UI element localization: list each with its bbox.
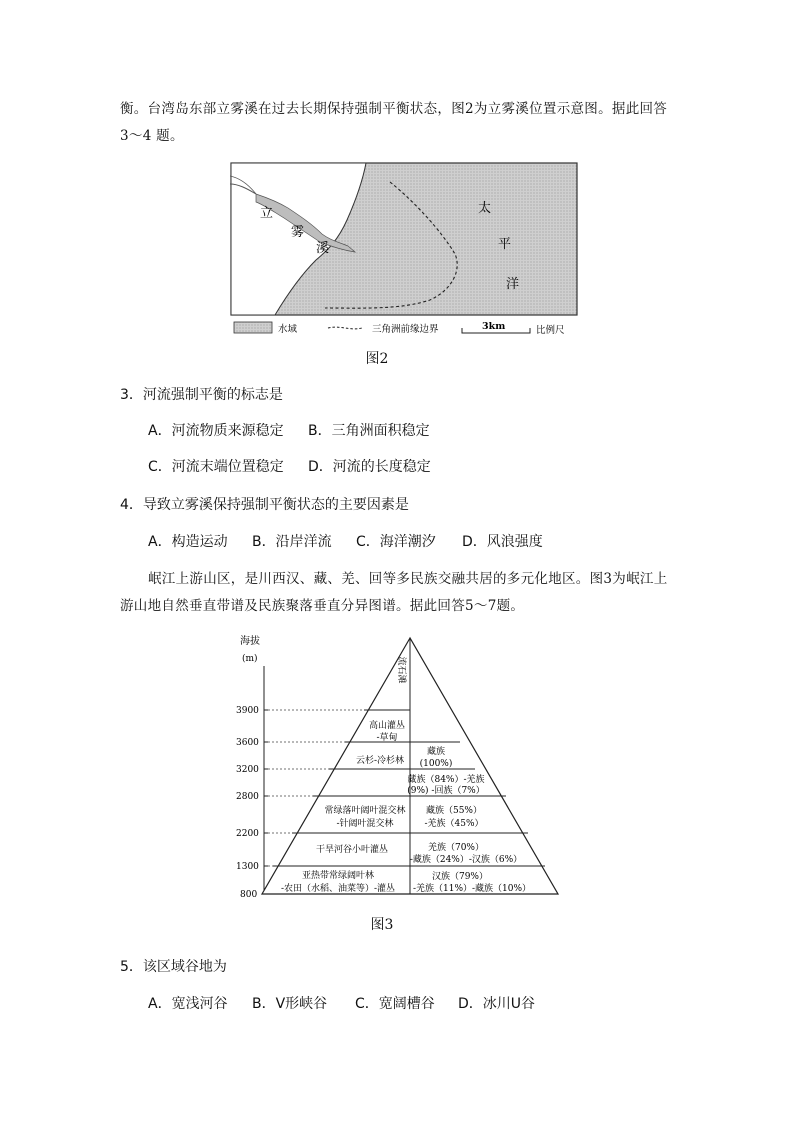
svg-text:3900: 3900 [236,706,259,716]
tick-2800 [236,792,268,802]
q4-option-c: C．海洋潮汐 [356,534,436,550]
ethnic-label-5a: 汉族（79%） [431,872,489,882]
legend-scale-value: 3km [482,321,506,332]
q3-option-b: B．三角洲面积稳定 [308,423,430,439]
ethnic-label-1b: (100%) [419,759,453,769]
legend-delta-swatch [328,327,362,329]
veg-shrub-label-2: -草甸 [376,733,398,743]
svg-text:1300: 1300 [236,862,259,872]
q3-option-d: D．河流的长度稳定 [308,459,431,475]
legend-scale-label: 比例尺 [536,325,565,336]
tick-3900 [236,706,268,716]
ethnic-label-1a: 藏族 [426,747,446,757]
sea-label-3: 洋 [506,277,520,292]
q4-option-b: B．沿岸洋流 [252,534,332,550]
q5-option-a: A．宽浅河谷 [148,996,228,1012]
veg-dry-label: 干旱河谷小叶灌丛 [315,845,389,855]
q3-option-a: A．河流物质来源稳定 [148,423,284,439]
tick-3600 [236,738,268,748]
tick-3200 [236,765,268,775]
ethnic-label-4b: -藏族（24%）-汉族（6%） [409,855,523,865]
legend-water-label: 水域 [278,324,298,335]
svg-text:3600: 3600 [236,738,259,748]
legend-delta-label: 三角洲前缘边界 [372,324,439,335]
ethnic-label-3a: 藏族（55%） [425,806,483,816]
veg-mixed-label-1: 常绿落叶阔叶混交林 [324,806,406,816]
veg-low-label-2: -农田（水稻、油菜等）-灌丛 [280,884,396,894]
axis-label-altitude: 海拔 [240,636,260,647]
figure-3-caption: 图3 [370,917,394,933]
axis-label-unit: (m) [242,654,258,664]
legend-water-swatch [234,322,272,333]
tick-1300 [236,862,268,872]
veg-spruce-label: 云杉-冷杉林 [355,756,405,766]
q5-stem: 5．该区域谷地为 [120,959,227,975]
tick-2200 [236,829,268,839]
ethnic-label-2a: 藏族（84%）-羌族 [407,775,485,785]
veg-mixed-label-2: -针阔叶混交林 [336,819,394,829]
q3-stem: 3．河流强制平衡的标志是 [120,387,283,403]
veg-top-label: 流石滩 [396,656,406,684]
ethnic-label-5b: -羌族（11%）-藏族（10%） [412,884,532,894]
q5-option-d: D．冰川U谷 [458,996,536,1012]
svg-text:2800: 2800 [236,792,259,802]
sea-label-1: 太 [478,201,492,216]
intro-paragraph-2 [120,566,680,620]
veg-shrub-label-1: 高山灌丛 [368,721,406,731]
figure-3-pyramid [232,630,562,905]
intro2-line-1: 岷江上游山区，是川西汉、藏、羌、回等多民族交融共居的多元化地区。图3为岷江上 [148,571,668,587]
intro2-line-2: 游山地自然垂直带谱及民族聚落垂直分异图谱。据此回答5～7题。 [120,598,525,614]
q4-option-d: D．风浪强度 [462,534,543,550]
q4-option-a: A．构造运动 [148,534,228,550]
land-label-3: 溪 [316,241,330,256]
intro-paragraph-1 [120,96,680,150]
svg-text:3200: 3200 [236,765,259,775]
figure-2-caption: 图2 [365,351,389,367]
intro-line-1: 衡。台湾岛东部立雾溪在过去长期保持强制平衡状态，图2为立雾溪位置示意图。据此回答 [120,101,668,117]
svg-text:800: 800 [240,890,258,900]
svg-text:2200: 2200 [236,829,259,839]
land-label-2: 雾 [291,225,305,240]
sea-label-2: 平 [498,237,512,252]
land-label-1: 立 [260,206,274,221]
q3-option-c: C．河流末端位置稳定 [148,459,284,475]
q5-option-b: B．V形峡谷 [252,996,328,1012]
ethnic-label-2b: (9%) -回族（7%） [407,786,485,796]
veg-low-label-1: 亚热带常绿阔叶林 [301,871,375,881]
ethnic-label-3b: -羌族（45%） [424,819,484,829]
intro-line-2: 3～4 题。 [120,128,184,144]
ethnic-label-4a: 羌族（70%） [427,843,485,853]
figure-2-map [230,162,580,342]
q5-option-c: C．宽阔槽谷 [355,996,435,1012]
q4-stem: 4．导致立雾溪保持强制平衡状态的主要因素是 [120,497,409,513]
